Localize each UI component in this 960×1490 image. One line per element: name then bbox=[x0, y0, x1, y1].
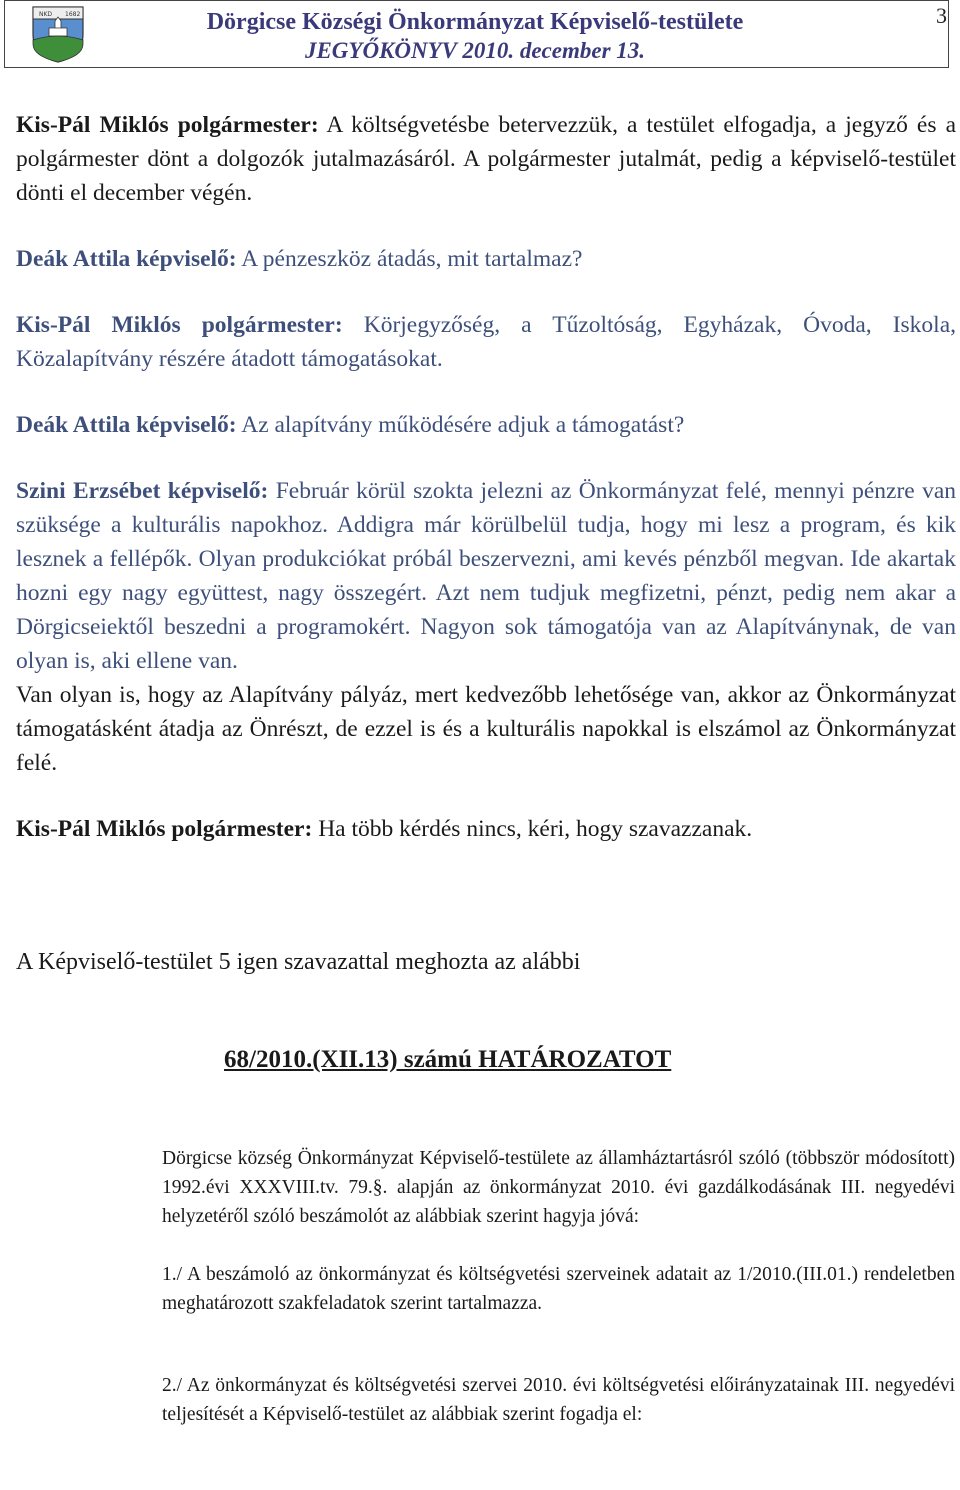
coat-of-arms-icon bbox=[13, 4, 103, 64]
paragraph-1 bbox=[16, 108, 956, 210]
speech-text: Körjegyzőség, a Tűzoltóság, Egyházak, Óvoda, Iskola, Közalapítvány részére átadott támogatásokat. bbox=[16, 312, 957, 372]
paragraph-5 bbox=[16, 474, 956, 678]
document-subtitle: JEGYŐKÖNYV 2010. december 13. bbox=[304, 38, 646, 63]
speaker-label: Kis-Pál Miklós polgármester: bbox=[16, 816, 313, 842]
paragraph-3 bbox=[16, 308, 956, 376]
page-number: 3 bbox=[936, 3, 947, 28]
speech-text: Van olyan is, hogy az Alapítvány pályáz, mert kedvezőbb lehetősége van, akkor az Önkormányzat támogatásként átadja az Önrészt, de ezzel is és a kulturális napokkal is elszámol az Önkormányzat felé. bbox=[16, 682, 956, 776]
resolution-intro: Dörgicse község Önkormányzat Képviselő-testülete az államháztartásról szóló (többször módosított) 1992.évi XXXVIII.tv. 79.§. alapján az önkormányzat 2010. évi gazdálkodásának III. negyedévi helyzetéről szóló beszámolót az alábbiak szerint hagyja jóvá: bbox=[162, 1148, 955, 1227]
speaker-label: Deák Attila képviselő: bbox=[16, 412, 237, 438]
vote-statement: A Képviselő-testület 5 igen szavazattal meghozta az alábbi bbox=[16, 949, 581, 975]
speaker-label: Szini Erzsébet képviselő: bbox=[16, 478, 269, 504]
resolution-title: 68/2010.(XII.13) számú HATÁROZATOT bbox=[224, 1046, 672, 1073]
resolution-point-1: 1./ A beszámoló az önkormányzat és költségvetési szerveinek adatait az 1/2010.(III.01.) rendeletben meghatározott szakfeladatok szerint tartalmazza. bbox=[162, 1264, 955, 1314]
speaker-label: Kis-Pál Miklós polgármester: bbox=[16, 312, 343, 338]
speech-text: A pénzeszköz átadás, mit tartalmaz? bbox=[236, 246, 583, 272]
page-header bbox=[4, 0, 949, 68]
resolution-body bbox=[162, 1144, 955, 1429]
speech-text: Február körül szokta jelezni az Önkormányzat felé, mennyi pénzre van szüksége a kulturális napokhoz. Addigra már körülbelül tudja, hogy mi lesz a program, és kik lesznek a fellépők. Olyan produkciókat próbál beszervezni, ami kevés pénzből megvan. Ide akartak hozni egy nagy együttest, nagy összegért. Azt nem tudjuk megfizetni, pénzt, pedig nem akar a Dörgicseiektől beszedni a programokért. Nagyon sok támogatója van az Alapítványnak, de van olyan is, aki ellene van. bbox=[16, 478, 957, 674]
speech-text: Ha több kérdés nincs, kéri, hogy szavazzanak. bbox=[312, 816, 753, 842]
speaker-label: Deák Attila képviselő: bbox=[16, 246, 237, 272]
crest-text-left: NKD bbox=[39, 11, 53, 18]
document-title: Dörgicse Községi Önkormányzat Képviselő-testülete bbox=[206, 9, 744, 35]
crest-text-right: 1682 bbox=[65, 11, 81, 18]
paragraph-6 bbox=[16, 678, 956, 780]
speaker-label: Kis-Pál Miklós polgármester: bbox=[16, 112, 319, 138]
resolution-point-2: 2./ Az önkormányzat és költségvetési szervei 2010. évi költségvetési előirányzatainak III. negyedévi teljesítését a Képviselő-testület az alábbiak szerint fogadja el: bbox=[162, 1375, 955, 1425]
paragraph-4 bbox=[16, 408, 956, 442]
paragraph-7 bbox=[16, 812, 956, 846]
speech-text: A költségvetésbe betervezzük, a testület elfogadja, a jegyző és a polgármester dönt a dolgozók jutalmazásáról. A polgármester jutalmát, pedig a képviselő-testület dönti el december végén. bbox=[16, 112, 956, 206]
speech-text: Az alapítvány működésére adjuk a támogatást? bbox=[236, 412, 685, 438]
minutes-body bbox=[16, 108, 956, 846]
paragraph-2 bbox=[16, 242, 956, 276]
